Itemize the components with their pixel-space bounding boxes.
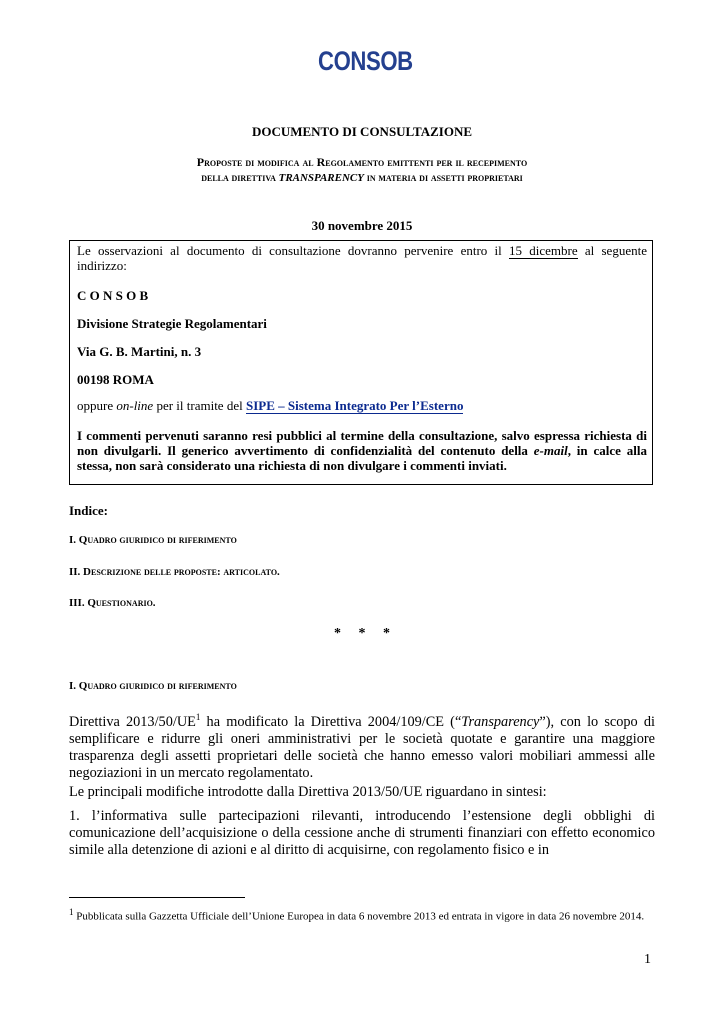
page-number: 1 xyxy=(644,952,651,967)
notice-warning-b: , in calce alla stessa, non sarà considerato una richiesta di non divulgare i commenti inviati. xyxy=(77,443,647,473)
notice-city: 00198 ROMA xyxy=(77,372,154,387)
proposal-line-1: Proposte di modifica al Regolamento emittenti per il recepimento xyxy=(196,155,528,169)
proposal-line-2-part-a: della direttiva xyxy=(201,172,279,184)
footnote-separator xyxy=(69,897,245,898)
notice-online-c: per il tramite del xyxy=(153,398,246,413)
notice-online xyxy=(77,398,647,413)
notice-org: C O N S O B xyxy=(77,288,149,303)
notice-division: Divisione Strategie Regolamentari xyxy=(77,316,267,331)
notice-online-italic: on-line xyxy=(116,398,154,413)
notice-deadline: 15 dicembre xyxy=(509,243,578,258)
notice-intro xyxy=(77,243,647,273)
footnote xyxy=(69,905,655,924)
index-item-3[interactable]: III. Questionario. xyxy=(69,597,156,609)
section-separator: * * * xyxy=(334,626,390,641)
p1-part-b: ha modificato la Direttiva 2004/109/CE (“ xyxy=(200,713,462,730)
notice-street: Via G. B. Martini, n. 3 xyxy=(77,344,202,359)
section-1-paragraph-1 xyxy=(69,709,655,782)
proposal-line-2 xyxy=(69,172,655,184)
consob-logo: CONSOB xyxy=(318,46,413,76)
footnote-number: 1 xyxy=(69,907,74,917)
index-item-2[interactable]: II. Descrizione delle proposte: articolato. xyxy=(69,566,280,578)
notice-warning-a: I commenti pervenuti saranno resi pubblici al termine della consultazione, salvo espressa richiesta di non divulgarli. Il generico avvertimento di confidenzialità del contenuto della xyxy=(77,428,647,458)
section-1-paragraph-3: 1. l’informativa sulle partecipazioni rilevanti, introducendo l’estensione degli obblighi di comunicazione dell’acquisizione o della cessione anche di strumenti finanziari con effetto economico simile alla detenzione di azioni e al diritto di acquisirne, con regolamento fisico e in xyxy=(69,808,655,858)
document-title: DOCUMENTO DI CONSULTAZIONE xyxy=(251,124,473,139)
proposal-line-2-italic: TRANSPARENCY xyxy=(278,172,364,184)
footnote-ref[interactable]: 1 xyxy=(195,712,201,722)
notice-online-a: oppure xyxy=(77,398,117,413)
notice-intro-a: Le osservazioni al documento di consultazione dovranno pervenire entro il xyxy=(77,243,510,258)
proposal-line-2-part-c: in materia di assetti proprietari xyxy=(363,172,523,184)
index-label: Indice: xyxy=(69,503,108,518)
notice-warning-email: e-mail xyxy=(533,443,568,458)
p1-part-c: ”), con lo scopo di semplificare e ridurre gli oneri amministrativi per le società quotate e garantire una maggiore trasparenza degli assetti proprietari delle società che hanno emesso valori mobiliari ammessi alle negoziazioni in un mercato regolamentato. xyxy=(69,713,655,781)
document-date: 30 novembre 2015 xyxy=(311,218,413,233)
index-item-1[interactable]: I. Quadro giuridico di riferimento xyxy=(69,534,237,546)
p1-italic: Transparency xyxy=(461,713,540,730)
sipe-link[interactable]: SIPE – Sistema Integrato Per l’Esterno xyxy=(245,398,464,413)
notice-warning xyxy=(77,428,647,473)
section-1-paragraph-2: Le principali modifiche introdotte dalla Direttiva 2013/50/UE riguardano in sintesi: xyxy=(69,784,547,800)
notice-intro-b: al seguente indirizzo: xyxy=(77,243,647,273)
p1-part-a: Direttiva 2013/50/UE xyxy=(69,713,196,730)
footnote-text: Pubblicata sulla Gazzetta Ufficiale dell’Unione Europea in data 6 novembre 2013 ed entrata in vigore in data 26 novembre 2014. xyxy=(73,910,645,923)
section-1-heading: I. Quadro giuridico di riferimento xyxy=(69,680,237,692)
